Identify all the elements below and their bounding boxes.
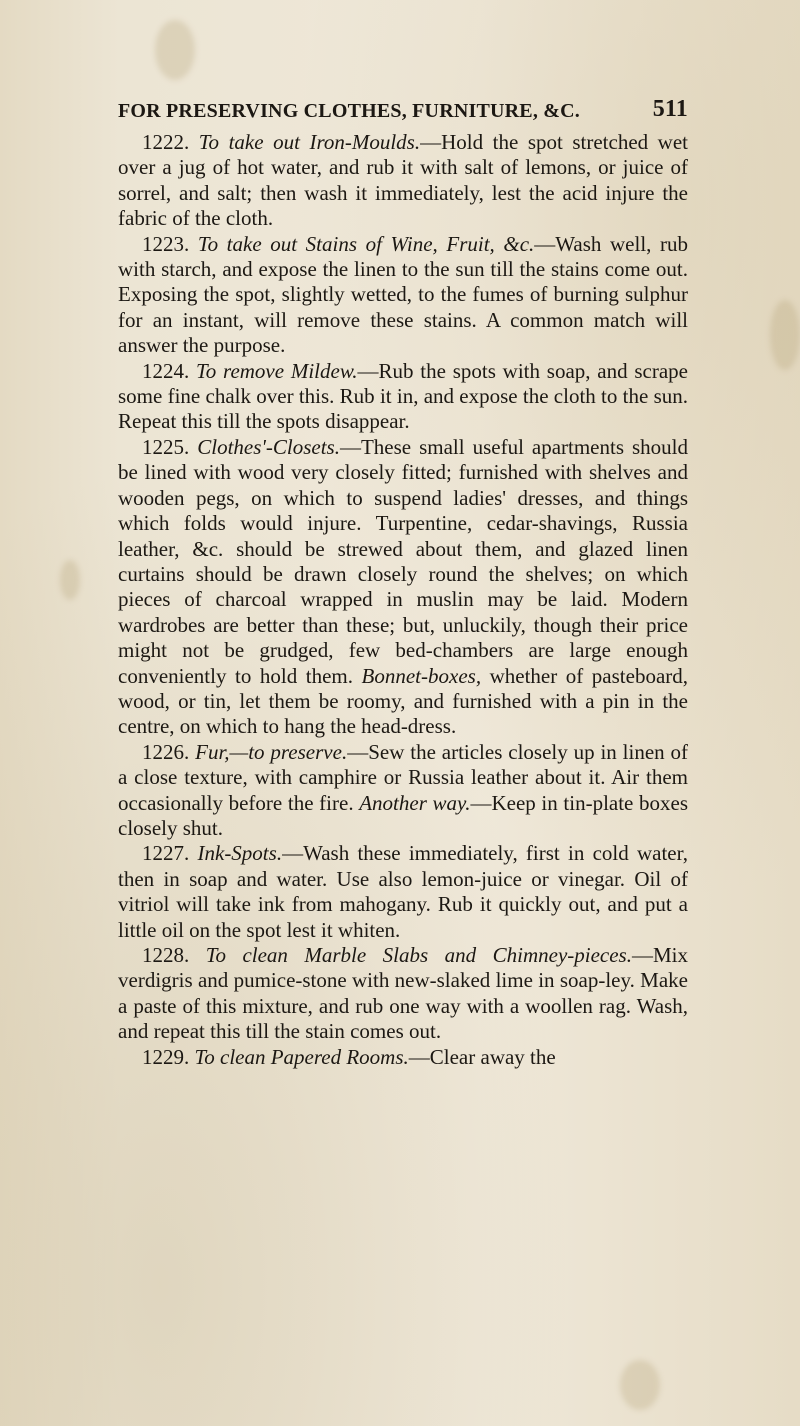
paragraph-number: 1225. <box>142 434 190 459</box>
paragraph-number: 1228. <box>142 943 190 967</box>
paragraph-1224 <box>118 359 688 435</box>
paragraph-number: 1226. <box>142 739 190 764</box>
paragraph-1222 <box>118 130 688 232</box>
paragraph-subtitle: Another way. <box>359 790 471 815</box>
paragraph-number: 1229. <box>142 1044 190 1069</box>
paper-stain <box>155 20 195 80</box>
paragraph-body: —Sew the articles closely up in linen of a close texture, with camphire or Russia leather about it. Air them occasionally before the fire. <box>118 739 689 815</box>
page-header <box>118 96 688 126</box>
paragraph-number: 1222. <box>142 130 190 154</box>
paragraph-body: —Hold the spot stretched wet over a jug of hot water, and rub it with salt of lemons, or juice of sorrel, and salt; then wash it immediately, lest the acid injure the fabric of the cloth. <box>118 130 689 231</box>
paragraph-body: —Clear away the <box>408 1044 556 1069</box>
paper-stain <box>60 560 80 600</box>
paragraph-number: 1223. <box>142 231 190 256</box>
paragraph-body-continued: whether of pasteboard, wood, or tin, let them be roomy, and furnished with a pin in the centre, on which to hang the head-dress. <box>118 663 689 739</box>
paper-stain <box>770 300 800 370</box>
paragraph-title: To take out Stains of Wine, Fruit, &c. <box>197 231 535 256</box>
paragraph-1223 <box>118 232 688 359</box>
paragraph-number: 1227. <box>142 841 190 866</box>
paragraph-body: —Wash these immediately, first in cold water, then in soap and water. Use also lemon-juice or vinegar. Oil of vitriol will take ink from mahogany. Rub it quickly out, and put a little oil on the spot lest it whiten. <box>118 841 689 942</box>
paragraph-body: —Rub the spots with soap, and scrape some fine chalk over this. Rub it in, and expose the cloth to the sun. Repeat this till the spots disappear. <box>118 358 689 434</box>
paper-stain <box>620 1360 660 1410</box>
paragraph-title: To clean Marble Slabs and Chimney-pieces. <box>205 943 632 967</box>
paragraph-1227 <box>118 841 688 943</box>
page-number: 511 <box>652 96 688 122</box>
paragraph-title: Clothes'-Closets. <box>197 434 340 459</box>
paragraph-title: Fur,—to preserve. <box>195 739 348 764</box>
paragraph-title: To remove Mildew. <box>196 358 358 383</box>
paragraph-title: To clean Papered Rooms. <box>194 1044 409 1069</box>
paragraph-title: Ink-Spots. <box>197 841 283 866</box>
paragraph-number: 1224. <box>142 358 190 383</box>
paragraph-title: To take out Iron-Moulds. <box>198 130 421 154</box>
paragraph-1228 <box>118 943 688 1045</box>
paragraph-1229 <box>118 1045 688 1070</box>
paragraph-1226 <box>118 740 688 842</box>
paragraph-body: —These small useful apartments should be lined with wood very closely fitted; furnished with shelves and wooden pegs, on which to suspend ladies' dresses, and things which folds would injure. Turpentine, cedar-shavings, Russia leather, &c. should be strewed about them, and glazed linen curtains should be drawn closely round the shelves; on which pieces of charcoal wrapped in muslin may be laid. Modern wardrobes are better than these; but, unluckily, though their price might not be grudged, few bed-chambers are large enough conveniently to hold them. <box>118 434 688 688</box>
paragraph-subtitle: Bonnet-boxes, <box>361 663 482 688</box>
paragraph-body-continued: —Keep in tin-plate boxes closely shut. <box>118 790 689 840</box>
paragraph-1225 <box>118 435 688 740</box>
paragraph-body: —Mix verdigris and pumice-stone with new-slaked lime in soap-ley. Make a paste of this mixture, and rub one way with a woollen rag. Wash, and repeat this till the stain comes out. <box>118 943 688 1044</box>
paragraph-body: —Wash well, rub with starch, and expose the linen to the sun till the stains come out. Exposing the spot, slightly wetted, to the fumes of burning sulphur for an instant, will remove these stains. A common match will answer the purpose. <box>118 231 688 358</box>
text-column <box>118 130 688 1070</box>
running-head: FOR PRESERVING CLOTHES, FURNITURE, &C. <box>118 100 580 122</box>
